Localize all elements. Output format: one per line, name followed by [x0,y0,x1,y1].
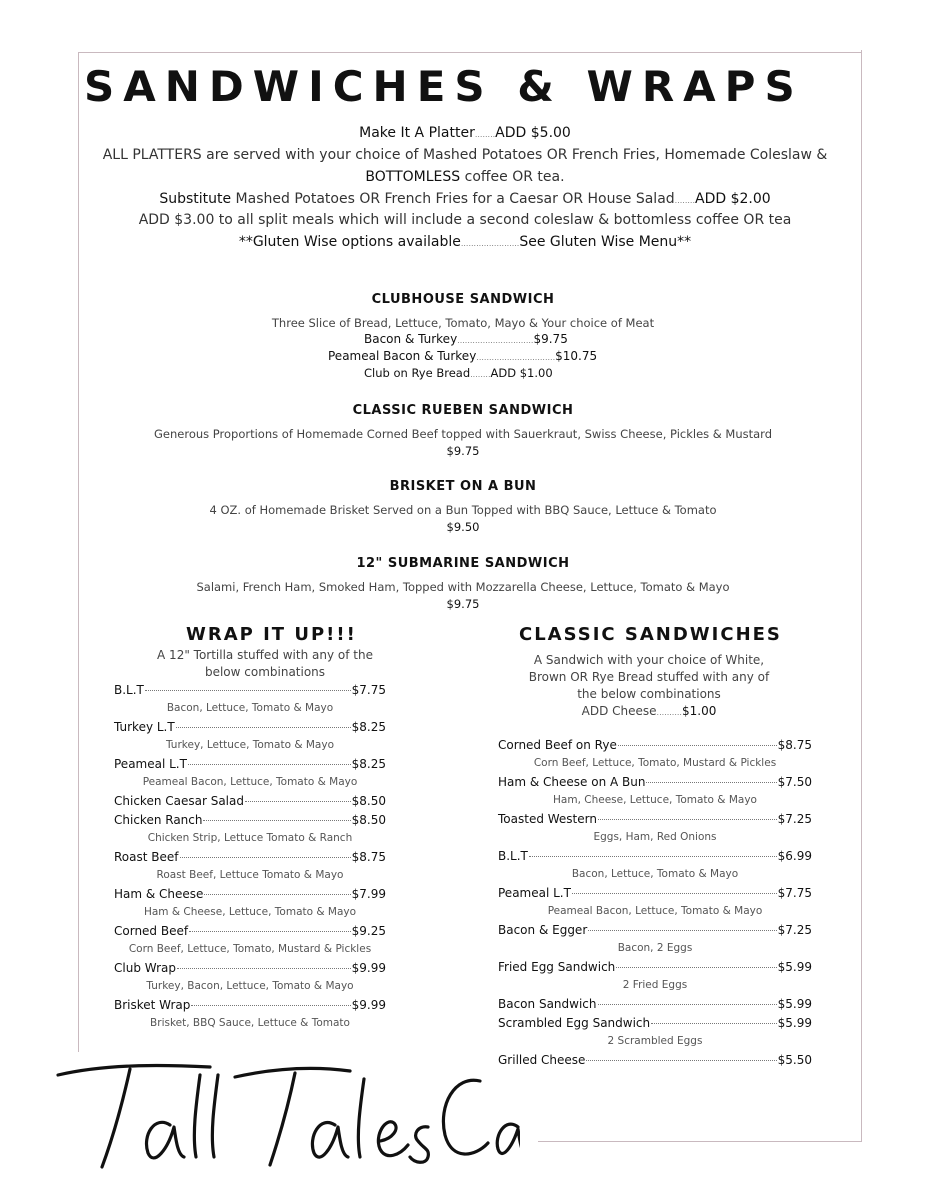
wrap-item [114,850,386,864]
classic-item-leader [646,782,776,783]
classic-item-leader [529,856,777,857]
classic-item-price: $5.99 [777,960,812,974]
classic-item-leader [572,893,777,894]
wrap-item-name: B.L.T [114,683,144,697]
platter-price: ADD $5.00 [495,125,571,141]
brisket-price: $9.50 [446,520,480,534]
classic-item [498,738,812,752]
wrap-item-leader [191,1005,350,1006]
classic-item-name: Peameal L.T [498,886,571,900]
classic-item-name: B.L.T [498,849,528,863]
wrap-item-leader [203,820,350,821]
substitute-line: Substitute Mashed Potatoes OR French Fries for a Caesar OR House Salad........ADD $2.00 [159,191,771,207]
substitute-price: ADD $2.00 [695,191,771,207]
wrap-item-price: $8.50 [351,813,386,827]
classic-subtitle [520,652,778,721]
clubhouse-option-2-price: $10.75 [555,349,598,363]
frame-top-border [78,52,862,53]
wrap-item-leader [180,857,351,858]
platter-label: Make It A Platter [359,125,475,141]
submarine-price: $9.75 [446,597,480,611]
frame-right-border [861,50,862,1142]
wrap-item-leader [177,968,351,969]
wrap-item-name: Chicken Caesar Salad [114,794,244,808]
wrap-item-desc: Corn Beef, Lettuce, Tomato, Mustard & Pickles [128,943,372,955]
classic-item-price: $6.99 [777,849,812,863]
wrap-item-price: $8.25 [351,757,386,771]
classic-item-price: $8.75 [777,738,812,752]
wrap-item-price: $9.25 [351,924,386,938]
wrap-item-desc: Chicken Strip, Lettuce Tomato & Ranch [147,832,353,844]
classic-item-desc: 2 Scrambled Eggs [607,1035,703,1047]
wrap-subtitle [150,647,380,681]
rueben-desc: Generous Proportions of Homemade Corned Beef topped with Sauerkraut, Swiss Cheese, Pickles & Mustard [154,427,772,441]
wrap-item-leader [176,727,351,728]
classic-item [498,960,812,974]
wrap-item-desc: Peameal Bacon, Lettuce, Tomato & Mayo [142,776,358,788]
classic-item-price: $5.99 [777,1016,812,1030]
classic-item-name: Bacon Sandwich [498,997,597,1011]
classic-item-price: $5.50 [777,1053,812,1067]
classic-item-price: $7.50 [777,775,812,789]
classic-subtitle-line-1: A Sandwich with your choice of White, [533,653,765,667]
wrap-item-name: Corned Beef [114,924,189,938]
classic-item-price: $7.25 [777,923,812,937]
wrap-item-leader [189,931,351,932]
wrap-item-desc: Turkey, Lettuce, Tomato & Mayo [165,739,335,751]
clubhouse-heading: CLUBHOUSE SANDWICH [371,292,555,307]
classic-item-leader [651,1023,777,1024]
classic-item-desc: Peameal Bacon, Lettuce, Tomato & Mayo [547,905,763,917]
wrap-item-name: Turkey L.T [114,720,175,734]
classic-item-price: $5.99 [777,997,812,1011]
classic-heading: CLASSIC SANDWICHES [519,624,782,645]
classic-item-name: Corned Beef on Rye [498,738,617,752]
brisket-desc: 4 OZ. of Homemade Brisket Served on a Bun Topped with BBQ Sauce, Lettuce & Tomato [209,503,717,517]
classic-add-cheese-price: $1.00 [681,704,717,718]
clubhouse-option-3-price: ADD $1.00 [490,366,553,380]
clubhouse-option-2: Peameal Bacon & Turkey...............................$10.75 [328,349,598,363]
wrap-item [114,757,386,771]
wrap-item-price: $8.50 [351,794,386,808]
platters-line-1: ALL PLATTERS are served with your choice of Mashed Potatoes OR French Fries, Homemade Coleslaw & [102,147,828,163]
wrap-item-leader [204,894,350,895]
rueben-heading: CLASSIC RUEBEN SANDWICH [352,403,574,418]
classic-item-leader [586,1060,776,1061]
split-line: ADD $3.00 to all split meals which will include a second coleslaw & bottomless coffee OR tea [138,212,792,228]
wrap-item-desc: Brisket, BBQ Sauce, Lettuce & Tomato [150,1017,350,1029]
platter-line: Make It A Platter........ADD $5.00 [359,125,571,141]
classic-item-name: Toasted Western [498,812,597,826]
classic-item [498,775,812,789]
classic-item [498,1016,812,1030]
clubhouse-option-2-name: Peameal Bacon & Turkey [328,349,477,363]
wrap-item-leader [245,801,351,802]
wrap-item-desc: Bacon, Lettuce, Tomato & Mayo [166,702,334,714]
wrap-item-desc: Turkey, Bacon, Lettuce, Tomato & Mayo [146,980,354,992]
classic-item-desc: Bacon, Lettuce, Tomato & Mayo [571,868,739,880]
frame-bottom-border [538,1141,862,1142]
submarine-desc: Salami, French Ham, Smoked Ham, Topped with Mozzarella Cheese, Lettuce, Tomato & Mayo [196,580,730,594]
classic-item-price: $7.25 [777,812,812,826]
wrap-item [114,813,386,827]
wrap-item-name: Ham & Cheese [114,887,204,901]
clubhouse-option-1-price: $9.75 [533,332,568,346]
wrap-item-name: Brisket Wrap [114,998,191,1012]
classic-item-desc: Eggs, Ham, Red Onions [593,831,717,843]
submarine-heading: 12" SUBMARINE SANDWICH [356,556,570,571]
classic-item-desc: Bacon, 2 Eggs [617,942,693,954]
classic-item-leader [598,1004,777,1005]
wrap-item-name: Peameal L.T [114,757,187,771]
wrap-item-price: $8.25 [351,720,386,734]
classic-item-name: Scrambled Egg Sandwich [498,1016,651,1030]
wrap-item-price: $7.99 [351,887,386,901]
wrap-item [114,794,386,808]
wrap-item [114,720,386,734]
clubhouse-desc: Three Slice of Bread, Lettuce, Tomato, Mayo & Your choice of Meat [271,316,655,330]
frame-left-border [78,52,79,1052]
substitute-word: Substitute [159,191,232,207]
wrap-item-desc: Roast Beef, Lettuce Tomato & Mayo [156,869,344,881]
wrap-item-price: $9.99 [351,998,386,1012]
classic-subtitle-line-2: Brown OR Rye Bread stuffed with any of [528,670,770,684]
classic-item-price: $7.75 [777,886,812,900]
classic-add-cheese-label: ADD Cheese [581,704,657,718]
wrap-item-price: $9.99 [351,961,386,975]
platters-line-2 [90,169,840,185]
page-title: SANDWICHES & WRAPS [84,62,804,111]
wrap-item [114,887,386,901]
wrap-item [114,998,386,1012]
wrap-item-desc: Ham & Cheese, Lettuce, Tomato & Mayo [143,906,357,918]
wrap-item-price: $7.75 [351,683,386,697]
classic-item [498,997,812,1011]
clubhouse-option-3: Club on Rye Bread........ADD $1.00 [364,366,553,380]
classic-subtitle-line-3: the below combinations [577,687,721,701]
classic-item-desc: 2 Fried Eggs [622,979,688,991]
wrap-item-leader [145,690,351,691]
clubhouse-option-3-name: Club on Rye Bread [364,366,471,380]
wrap-subtitle-line-1: A 12" Tortilla stuffed with any of the [157,648,373,662]
wrap-item [114,683,386,697]
wrap-item [114,961,386,975]
platters-line-2-rest: coffee OR tea. [460,169,565,185]
wrap-item-leader [188,764,351,765]
classic-item-leader [616,967,776,968]
classic-item [498,812,812,826]
wrap-heading: WRAP IT UP!!! [186,624,357,645]
classic-item-desc: Ham, Cheese, Lettuce, Tomato & Mayo [553,794,757,806]
classic-item-leader [588,930,776,931]
classic-item-leader [598,819,777,820]
classic-item-leader [618,745,777,746]
clubhouse-option-1-name: Bacon & Turkey [364,332,458,346]
tall-tales-cafe-logo [50,1045,520,1175]
brisket-heading: BRISKET ON A BUN [389,479,537,494]
wrap-item-name: Chicken Ranch [114,813,203,827]
classic-add-cheese: ADD Cheese..........$1.00 [581,704,717,718]
wrap-item-name: Club Wrap [114,961,176,975]
gluten-left: **Gluten Wise options available [238,234,461,250]
bottomless-word: BOTTOMLESS [365,169,461,185]
classic-item [498,923,812,937]
classic-item [498,886,812,900]
wrap-item [114,924,386,938]
classic-item-desc: Corn Beef, Lettuce, Tomato, Mustard & Pickles [533,757,777,769]
clubhouse-option-1: Bacon & Turkey..............................$9.75 [364,332,568,346]
gluten-right: See Gluten Wise Menu** [519,234,692,250]
classic-item-name: Bacon & Egger [498,923,588,937]
classic-item-name: Grilled Cheese [498,1053,586,1067]
wrap-item-price: $8.75 [351,850,386,864]
wrap-item-name: Roast Beef [114,850,179,864]
classic-item-name: Ham & Cheese on A Bun [498,775,646,789]
classic-item [498,849,812,863]
substitute-rest: Mashed Potatoes OR French Fries for a Caesar OR House Salad [231,191,675,207]
wrap-subtitle-line-2: below combinations [204,665,326,679]
classic-item-name: Fried Egg Sandwich [498,960,616,974]
classic-item [498,1053,812,1067]
rueben-price: $9.75 [446,444,480,458]
gluten-line: **Gluten Wise options available.......................See Gluten Wise Menu** [238,234,692,250]
